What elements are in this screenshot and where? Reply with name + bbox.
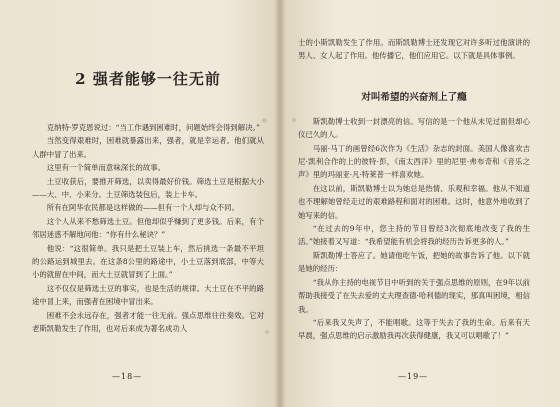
chapter-title: 2 强者能够一往无前 [75, 70, 221, 88]
paragraph: 这个人从来不愁筛选土豆。但他却似乎赚到了更多钱。后来，有个邻居迷惑不解地问他：“你有什么秘诀？” [32, 216, 264, 240]
right-page [280, 0, 560, 407]
paragraph: 这里有一个简单而意味深长的故事。 [46, 163, 166, 173]
paragraph: 所有在阿华农民都是这样做的——但有一个人却与众不同。 [46, 203, 239, 213]
paragraph: 斯凯勒博士收到一封漂亮的信。写信的是一个他从未见过面但却心仪已久的人。 [298, 116, 530, 140]
paper-stain [265, 330, 269, 334]
section-title: 对叫希望的兴奋剂上了瘾 [361, 91, 467, 103]
paper-stain [292, 118, 296, 122]
paragraph: 马丽·马丁的画曾经6次作为《生活》杂志的封面。美国人像喜欢吉尼·凯利合作的上的彼特·彭，《南太西洋》里的尼里·弗布奇和《音乐之声》里的玛丽亚·凡·特莱普一样喜欢她。 [298, 143, 530, 180]
paragraph: “后来我又失声了，不能唱歌。这等于失去了我的生命。后来有天早晨，强点思维的启示激励我再次获得健康，我又可以唱歌了！” [298, 317, 530, 341]
paragraph: 这不仅仅是筛选土豆的事实，也是生活的规律。大土豆在不平的路途中冒上来，而强者在困境中冒出来。 [32, 283, 264, 307]
paragraph: 困难不会永远存在，强者才能一往无前。强点思维往往奏效。它对老斯凯勒发生了作用，也对后来成为著名成功人 [32, 310, 264, 334]
paragraph: 土豆收获后，要推开筛选，以卖得最好价钱。筛选土豆是根据大小——大、中、小来分。土豆筛选装包后，装上卡车。 [32, 176, 264, 200]
paragraph: “在过去的9年中，您主持的节目曾经3次彻底地改变了我的生活。”她接着又写道：“我希望能有机会将我的经历告诉更多的人。” [298, 224, 530, 247]
paragraph: 他说：“这很简单。我只是把土豆装上车，然后挑选一条最不平坦的公路运到城里去。在这条8公里的路途中，小土豆落到底部，中等大小的就留在中间，而大土豆就冒到了上面。” [32, 243, 264, 280]
paragraph: 当然变得艰难时，困难就暴露出来，强者，就是幸运者。他们就从人群中冒了出来。 [32, 136, 264, 159]
intro-paragraph: 士的小斯凯勒发生了作用。而斯凯勒博士还发现它对许多听过他演讲的男人、女人起了作用。他传播它，他们应用它。以下就是具体事例。 [298, 38, 530, 61]
paragraph: 克纳特·罗克恩说过：“当工作遇到困难时，问题始终会得到解决。” [46, 123, 260, 132]
book-gutter [274, 0, 286, 407]
paper-stain [262, 118, 267, 123]
page-number-right: —19— [398, 372, 429, 381]
paragraph: 在这以前，斯凯勒博士以为她总是热情、乐观和幸福。他从不知道也不理解她曾经走过的艰难路程和面对的困难。这时，他意外地收到了她写来的信。 [298, 183, 530, 220]
paragraph: “我从你主持的电视节目中听到的关于强点思维的原则，在9年以前帮助我接受了在失去爱的丈夫理查德·哈利德的现实，那真叫困境，相信我。 [298, 277, 530, 314]
page-number-left: —18— [112, 372, 143, 381]
left-page-body [32, 121, 264, 336]
paragraph: 斯凯勒博士答应了。她请他吃午饭，把她的故事告诉了他。以下就是她的经历： [298, 250, 530, 274]
right-page-body [298, 115, 530, 343]
